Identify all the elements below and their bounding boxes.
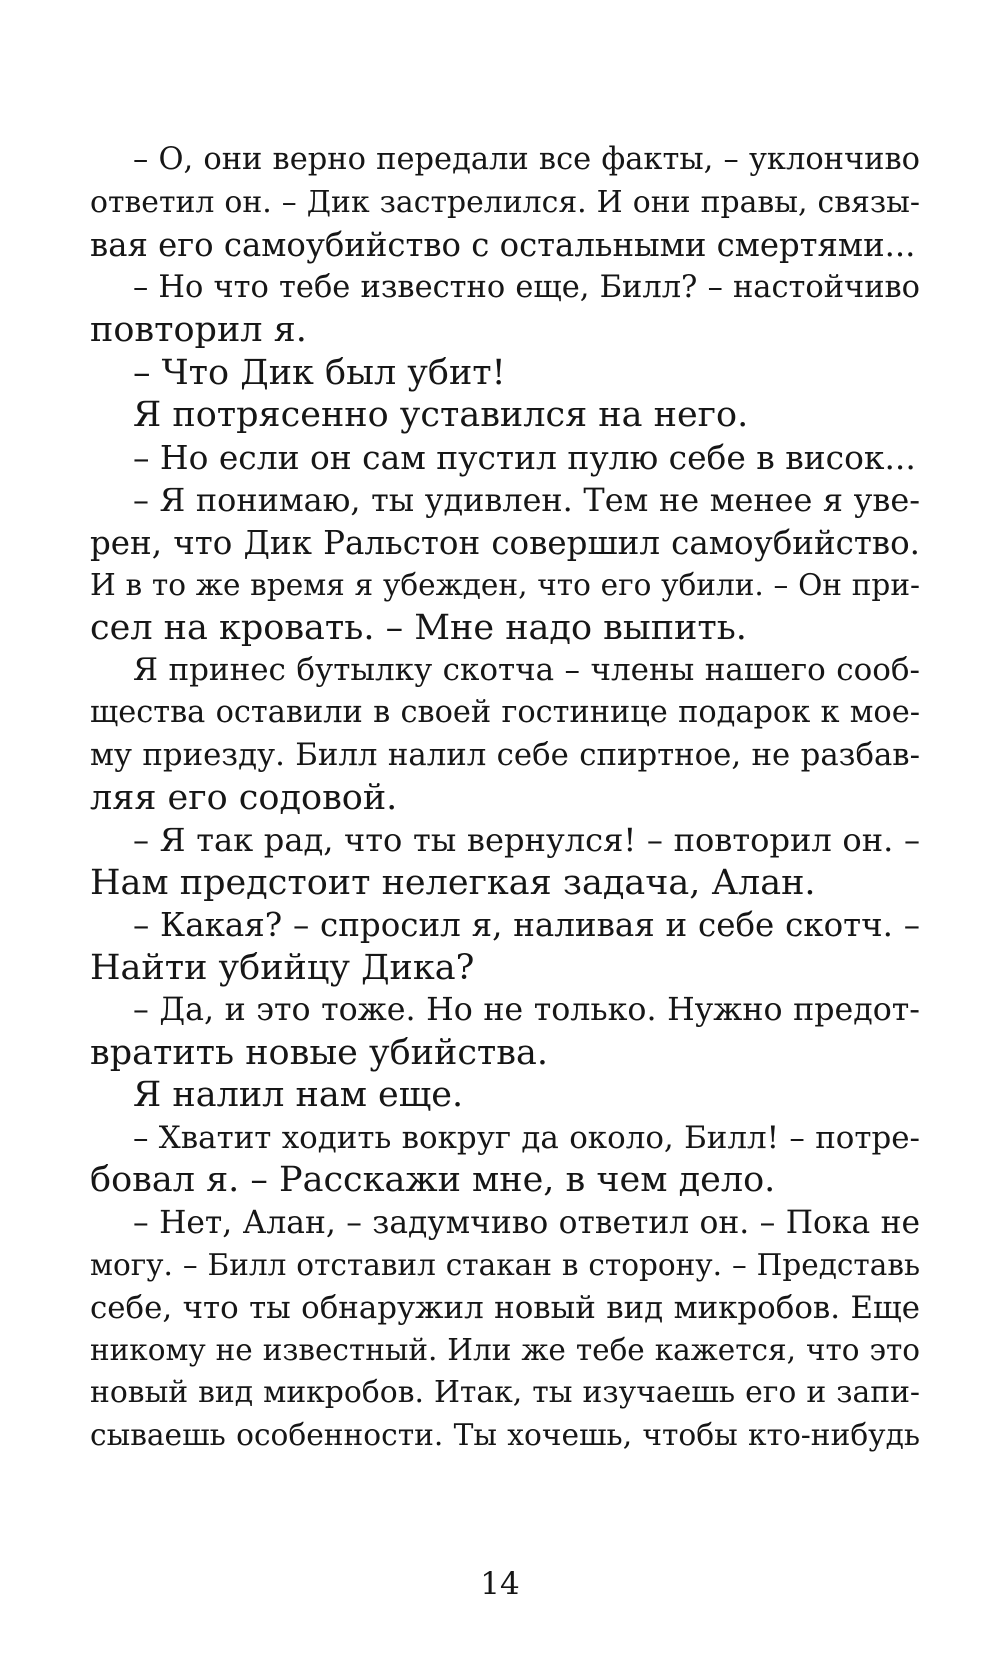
text-line: никому не известный. Или же тебе кажется, что это	[90, 1333, 920, 1367]
text-line: – Какая? – спросил я, наливая и себе скотч. –	[133, 906, 920, 944]
text-line: И в то же время я убежден, что его убили. – Он при-	[90, 568, 920, 602]
text-line: повторил я.	[90, 310, 307, 350]
text-line: Я принес бутылку скотча – члены нашего сооб-	[133, 652, 920, 688]
text-line: могу. – Билл отставил стакан в сторону. – Представь	[90, 1248, 920, 1282]
text-line: себе, что ты обнаружил новый вид микробов. Еще	[90, 1289, 920, 1326]
body-text	[90, 139, 920, 1457]
text-line: бовал я. – Расскажи мне, в чем дело.	[90, 1160, 776, 1200]
text-line: Я потрясенно уставился на него.	[133, 395, 749, 435]
text-line: ответил он. – Дик застрелился. И они правы, связы-	[90, 184, 920, 220]
text-line: вратить новые убийства.	[90, 1032, 548, 1073]
text-line: – Нет, Алан, – задумчиво ответил он. – Пока не	[133, 1204, 920, 1241]
text-line: вая его самоубийство с остальными смертями...	[90, 226, 916, 264]
text-line: Нам предстоит нелегкая задача, Алан.	[90, 862, 816, 903]
text-line: – Хватит ходить вокруг да около, Билл! – потре-	[133, 1119, 920, 1156]
text-line: Я налил нам еще.	[133, 1075, 464, 1115]
page-number: 14	[480, 1566, 520, 1602]
text-line: – О, они верно передали все факты, – уклончиво	[133, 142, 920, 177]
text-line: щества оставили в своей гостинице подарок к мое-	[90, 694, 920, 730]
text-line: сел на кровать. – Мне надо выпить.	[90, 607, 747, 648]
text-line: – Да, и это тоже. Но не только. Нужно предот-	[133, 992, 920, 1028]
text-line: – Но если он сам пустил пулю себе в висок...	[133, 437, 916, 477]
text-line: – Я понимаю, ты удивлен. Тем не менее я уве-	[133, 481, 920, 519]
text-line: – Что Дик был убит!	[133, 352, 506, 393]
text-line: – Я так рад, что ты вернулся! – повторил он. –	[133, 821, 920, 859]
text-line: рен, что Дик Ральстон совершил самоубийство.	[90, 523, 920, 562]
text-line: – Но что тебе известно еще, Билл? – настойчиво	[133, 269, 920, 305]
text-line: сываешь особенности. Ты хочешь, чтобы кто-нибудь	[90, 1417, 920, 1452]
text-line: Найти убийцу Дика?	[90, 947, 475, 988]
text-line: му приезду. Билл налил себе спиртное, не разбав-	[90, 737, 920, 773]
text-line: ляя его содовой.	[90, 777, 398, 818]
text-line: новый вид микробов. Итак, ты изучаешь его и запи-	[90, 1374, 920, 1410]
